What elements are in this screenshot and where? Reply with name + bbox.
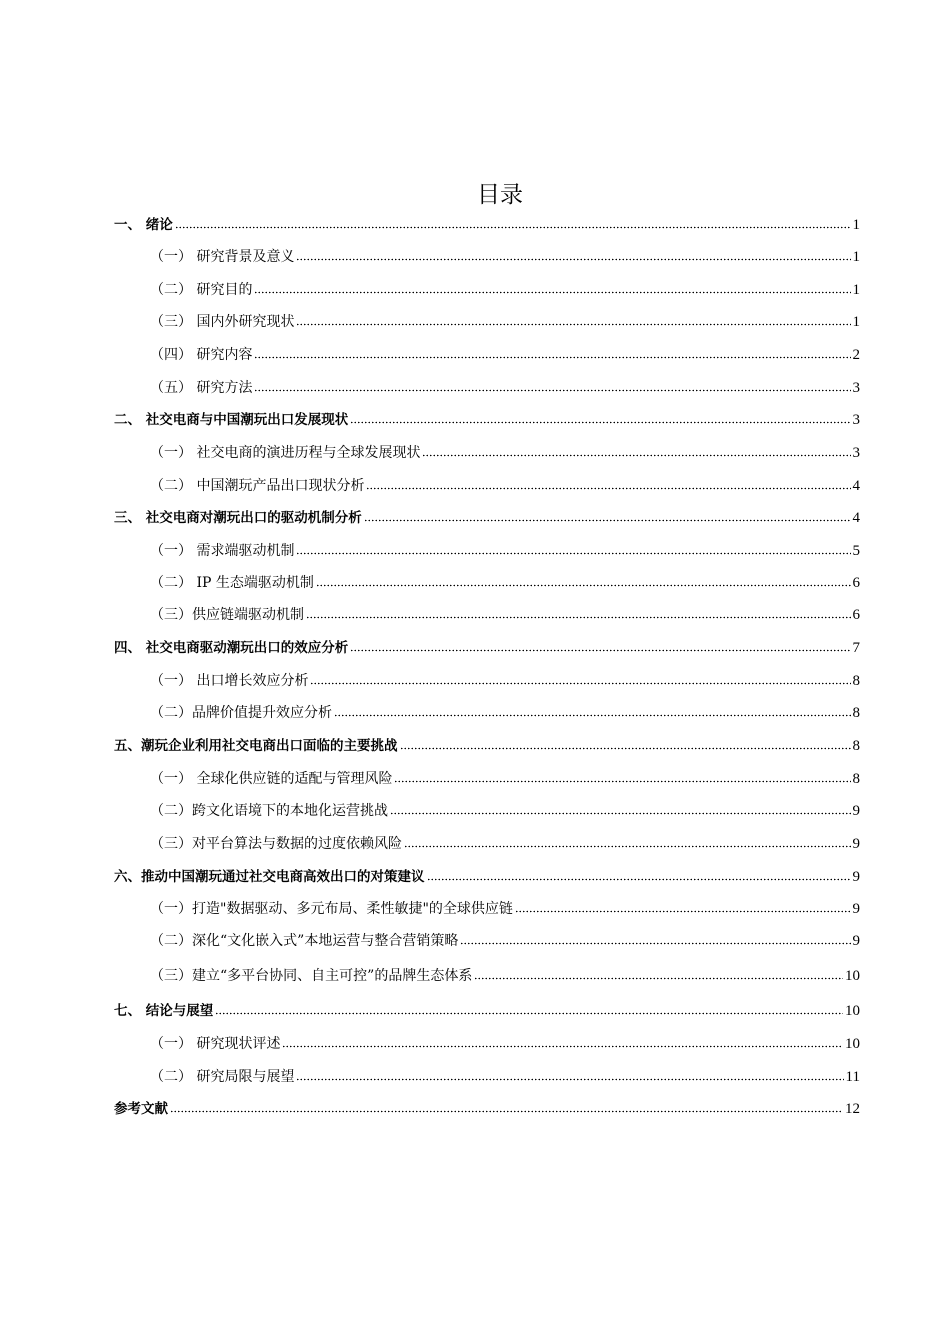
toc-page-number: 9 [852, 803, 860, 819]
toc-section-entry [150, 1033, 860, 1055]
toc-page-number: 3 [852, 445, 860, 461]
toc-page-number: 10 [845, 968, 860, 984]
toc-entry-title: （一） 研究现状评述 [150, 1036, 281, 1052]
toc-section-entry [150, 279, 860, 301]
toc-page-number: 8 [852, 705, 860, 721]
toc-page-number: 8 [852, 673, 860, 689]
toc-page-number: 12 [845, 1101, 860, 1117]
toc-entry-title: （一） 出口增长效应分析 [150, 673, 309, 689]
toc-chapter-entry [114, 1098, 860, 1120]
dot-leader [296, 257, 850, 262]
dot-leader [366, 486, 850, 491]
toc-page-number: 1 [852, 314, 860, 330]
document-title: 目录 [477, 182, 523, 208]
toc-chapter-entry [114, 214, 860, 236]
toc-chapter-entry [114, 735, 860, 757]
dot-leader [282, 1044, 843, 1049]
toc-entry-title: （三） 国内外研究现状 [150, 314, 295, 330]
toc-page-number: 6 [852, 607, 860, 623]
toc-entry-title: （一） 需求端驱动机制 [150, 543, 295, 559]
toc-page-number: 9 [852, 836, 860, 852]
toc-page-number: 8 [852, 738, 860, 754]
toc-page-number: 1 [852, 249, 860, 265]
toc-page-number: 11 [845, 1069, 860, 1085]
toc-section-entry [150, 377, 860, 399]
dot-leader [350, 648, 850, 653]
toc-entry-title: （三）建立“多平台协同、自主可控”的品牌生态体系 [150, 968, 473, 984]
toc-chapter-entry [114, 409, 860, 431]
toc-page-number: 6 [852, 575, 860, 591]
toc-section-entry [150, 800, 860, 822]
toc-entry-title: （三）供应链端驱动机制 [150, 607, 304, 623]
toc-entry-title: （一） 全球化供应链的适配与管理风险 [150, 771, 393, 787]
toc-page-number: 3 [852, 412, 860, 428]
toc-entry-title: （五） 研究方法 [150, 380, 253, 396]
dot-leader [296, 551, 850, 556]
toc-entry-title: （一） 研究背景及意义 [150, 249, 295, 265]
toc-page-number: 9 [852, 901, 860, 917]
toc-entry-title: 四、 社交电商驱动潮玩出口的效应分析 [114, 640, 349, 656]
toc-entry-title: （四） 研究内容 [150, 347, 253, 363]
toc-page-number: 1 [852, 217, 860, 233]
toc-entry-title: 一、 绪论 [114, 217, 173, 233]
toc-section-entry [150, 670, 860, 692]
dot-leader [422, 453, 850, 458]
toc-page-number: 1 [852, 282, 860, 298]
toc-section-entry [150, 768, 860, 790]
dot-leader [474, 976, 843, 981]
toc-section-entry [150, 965, 860, 987]
toc-entry-title: 参考文献 [114, 1101, 168, 1117]
toc-entry-title: （二） 中国潮玩产品出口现状分析 [150, 478, 365, 494]
toc-entry-title: （一） 社交电商的演进历程与全球发展现状 [150, 445, 421, 461]
toc-page-number: 9 [852, 869, 860, 885]
dot-leader [296, 322, 850, 327]
dot-leader [364, 518, 851, 523]
dot-leader [296, 1077, 843, 1082]
toc-entry-title: 三、 社交电商对潮玩出口的驱动机制分析 [114, 510, 362, 526]
toc-entry-title: （三）对平台算法与数据的过度依赖风险 [150, 836, 402, 852]
dot-leader [515, 909, 851, 914]
toc-page-number: 4 [852, 510, 860, 526]
toc-entry-title: 二、 社交电商与中国潮玩出口发展现状 [114, 412, 349, 428]
dot-leader [460, 941, 850, 946]
toc-entry-title: （二） 研究目的 [150, 282, 253, 298]
toc-section-entry [150, 572, 860, 594]
dot-leader [316, 583, 851, 588]
dot-leader [170, 1109, 843, 1114]
toc-section-entry [150, 604, 860, 626]
toc-chapter-entry [114, 507, 860, 529]
toc-section-entry [150, 833, 860, 855]
dot-leader [427, 877, 851, 882]
toc-section-entry [150, 702, 860, 724]
dot-leader [394, 779, 850, 784]
toc-section-entry [150, 442, 860, 464]
toc-chapter-entry [114, 866, 860, 888]
dot-leader [400, 746, 851, 751]
toc-page-number: 7 [852, 640, 860, 656]
toc-section-entry [150, 540, 860, 562]
toc-page-number: 3 [852, 380, 860, 396]
toc-section-entry [150, 898, 860, 920]
toc-section-entry [150, 246, 860, 268]
toc-section-entry [150, 344, 860, 366]
dot-leader [334, 713, 851, 718]
toc-entry-title: 五、潮玩企业利用社交电商出口面临的主要挑战 [114, 738, 398, 754]
dot-leader [310, 681, 850, 686]
toc-page-number: 5 [852, 543, 860, 559]
toc-page-number: 10 [845, 1003, 860, 1019]
toc-chapter-entry [114, 1000, 860, 1022]
toc-entry-title: 七、 结论与展望 [114, 1003, 214, 1019]
toc-chapter-entry [114, 637, 860, 659]
toc-page-number: 8 [852, 771, 860, 787]
toc-entry-title: （二） 研究局限与展望 [150, 1069, 295, 1085]
dot-leader [404, 844, 851, 849]
toc-entry-title: （一）打造"数据驱动、多元布局、柔性敏捷"的全球供应链 [150, 901, 513, 917]
dot-leader [254, 290, 850, 295]
toc-entry-title: （二）跨文化语境下的本地化运营挑战 [150, 803, 388, 819]
dot-leader [215, 1011, 843, 1016]
dot-leader [254, 355, 850, 360]
dot-leader [350, 420, 850, 425]
dot-leader [254, 388, 850, 393]
toc-entry-title: （二）深化“文化嵌入式”本地运营与整合营销策略 [150, 933, 459, 949]
toc-section-entry [150, 1066, 860, 1088]
dot-leader [175, 225, 851, 230]
toc-section-entry [150, 311, 860, 333]
toc-page-number: 4 [852, 478, 860, 494]
toc-section-entry [150, 475, 860, 497]
toc-entry-title: （二）品牌价值提升效应分析 [150, 705, 332, 721]
dot-leader [390, 811, 851, 816]
toc-section-entry [150, 930, 860, 952]
toc-page-number: 9 [852, 933, 860, 949]
toc-page-number: 2 [852, 347, 860, 363]
toc-entry-title: 六、推动中国潮玩通过社交电商高效出口的对策建议 [114, 869, 425, 885]
dot-leader [306, 615, 851, 620]
toc-entry-title: （二） IP 生态端驱动机制 [150, 575, 314, 591]
toc-page-number: 10 [845, 1036, 860, 1052]
